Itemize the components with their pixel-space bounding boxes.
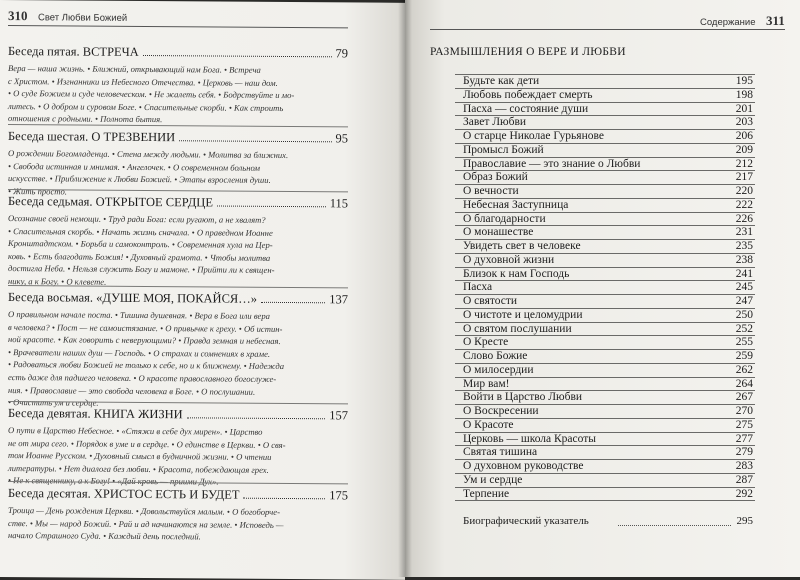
toc-row-title: Образ Божий bbox=[463, 171, 528, 184]
entry-page: 79 bbox=[335, 46, 348, 61]
summary-line: • Спасительная скорбь. • Начать жизнь сначала. • О праведном Иоанне bbox=[8, 225, 273, 238]
entry-title: Беседа седьмая. ОТКРЫТОЕ СЕРДЦЕ bbox=[8, 194, 213, 210]
section-title: РАЗМЫШЛЕНИЯ О ВЕРЕ И ЛЮБВИ bbox=[430, 46, 626, 58]
toc-row-page: 252 bbox=[735, 322, 753, 335]
summary-line: не от мира сего. • Порядок в уме и в сердце. • О единстве в Церкви. • О свя- bbox=[8, 437, 286, 450]
left-running-title: Свет Любви Божией bbox=[37, 12, 128, 24]
summary-line: • Свобода истинная и мнимая. • Ангелочек. • О современном больном bbox=[8, 160, 260, 173]
toc-row-title: Биографический указатель bbox=[463, 515, 589, 527]
right-page-number: 311 bbox=[765, 13, 785, 28]
toc-row-title: Войти в Царство Любви bbox=[463, 391, 583, 404]
entry-heading bbox=[8, 406, 348, 424]
entry-leader bbox=[217, 206, 326, 208]
summary-line: • О суде Божием и суде человеческом. • Не жалеть себя. • Бодрствуйте и мо- bbox=[8, 88, 295, 101]
toc-row-title: Пасха bbox=[463, 281, 493, 294]
summary-line: Троица — День рождения Церкви. • Довольствуйся малым. • О богоборче- bbox=[8, 505, 280, 517]
toc-row-page: 283 bbox=[735, 460, 753, 472]
toc-row-title: Будьте как дети bbox=[463, 75, 540, 87]
entry-page: 175 bbox=[329, 488, 348, 503]
left-header-rule bbox=[8, 25, 348, 28]
toc-row-title: О благодарности bbox=[463, 212, 546, 225]
toc-row-page: 255 bbox=[735, 336, 753, 349]
toc-row-title: Терпение bbox=[463, 487, 510, 500]
toc-row-title: Завет Любви bbox=[463, 116, 527, 129]
toc-row-page: 206 bbox=[735, 130, 753, 142]
toc-row-page: 203 bbox=[735, 116, 753, 129]
summary-line: • Врачеватели наших душ — Господь. • О страхах и сомнениях в храме. bbox=[8, 346, 271, 359]
toc-row-page: 209 bbox=[735, 143, 753, 156]
entry-leader bbox=[243, 498, 325, 500]
summary-line: ной красоте. • Как говорить с неверующими? • Правда земная и небесная. bbox=[8, 334, 281, 347]
summary-line: Вера — наша жизнь. • Ближний, открывающий нам Бога. • Встреча bbox=[8, 63, 261, 75]
summary-line: О правильном начале поста. • Тишина душевная. • Вера в Бога или вера bbox=[8, 309, 270, 321]
toc-row-page: 262 bbox=[735, 363, 753, 376]
toc-row-title: О святом послушании bbox=[463, 322, 572, 335]
toc-row-title: Церковь — школа Красоты bbox=[463, 432, 596, 445]
toc-row-page: 226 bbox=[735, 212, 753, 225]
right-running-title: Содержание bbox=[700, 17, 756, 28]
toc-row-title: О духовном руководстве bbox=[463, 460, 584, 472]
toc-row-page: 238 bbox=[735, 253, 753, 266]
toc-row-page: 259 bbox=[735, 350, 753, 362]
toc-row-leader bbox=[618, 525, 731, 526]
summary-line: нику, а к Богу. • О клевете. bbox=[8, 276, 107, 287]
summary-line: • Очистить ум и сердце. bbox=[8, 397, 99, 408]
summary-line: отношения с родными. • Полнота бытия. bbox=[8, 113, 163, 125]
toc-row-page: 247 bbox=[735, 295, 753, 307]
summary-line: литесь. • О добром и суровом Боге. • Спасительные скорби. • Как строить bbox=[8, 100, 284, 113]
entry-leader bbox=[179, 140, 331, 142]
summary-line: с Христом. • Изгнанники из Небесного Отечества. • Церковь — наш дом. bbox=[8, 75, 278, 88]
summary-line: есть даже для падшего человека. • О красоте православного богослуже- bbox=[8, 372, 277, 384]
entry-summary bbox=[8, 308, 348, 411]
toc-row-title: Мир вам! bbox=[463, 377, 510, 390]
toc-row-page: 292 bbox=[735, 487, 753, 500]
toc-row-title: Любовь побеждает смерть bbox=[463, 88, 593, 101]
toc-row-title: Небесная Заступница bbox=[463, 198, 569, 211]
toc-row-title: Увидеть свет в человеке bbox=[463, 240, 581, 252]
toc-row-title: О Красоте bbox=[463, 418, 514, 431]
toc-row-page: 222 bbox=[735, 198, 753, 211]
toc-row-page: 245 bbox=[735, 281, 753, 294]
entry-leader bbox=[143, 55, 332, 57]
entry-summary bbox=[8, 62, 348, 127]
summary-line: О пути в Царство Небесное. • «Стяжи в себе дух мирен». • Царство bbox=[8, 425, 263, 437]
toc-row-page: 220 bbox=[735, 185, 753, 197]
entry-page: 95 bbox=[335, 131, 348, 146]
toc-row-title: Святая тишина bbox=[463, 446, 538, 459]
toc-row-title: О святости bbox=[463, 295, 518, 307]
entry-leader bbox=[187, 417, 326, 419]
toc-row-page: 277 bbox=[735, 432, 753, 445]
toc-row-page: 241 bbox=[735, 267, 753, 280]
summary-line: О рождении Богомладенца. • Стена между людьми. • Молитва за ближних. bbox=[8, 148, 289, 161]
entry-page: 157 bbox=[329, 408, 348, 423]
entry-summary bbox=[8, 212, 348, 290]
toc-row-page: 275 bbox=[735, 418, 753, 431]
entry-heading bbox=[8, 44, 348, 62]
left-running-head bbox=[8, 7, 127, 26]
toc-row-title: О Кресте bbox=[463, 336, 509, 349]
toc-row-page: 287 bbox=[735, 473, 753, 486]
summary-line: Кронштадтском. • Борьба и самоконтроль. • Современная хула на Цер- bbox=[8, 238, 273, 251]
toc-row-page: 264 bbox=[735, 377, 753, 390]
toc-row-page: 231 bbox=[735, 226, 753, 239]
right-running-head bbox=[700, 12, 785, 30]
toc-row-page: 250 bbox=[735, 308, 753, 321]
toc-row-title: Пасха — состояние души bbox=[463, 102, 589, 115]
toc-entry bbox=[8, 290, 348, 411]
toc-row-page: 201 bbox=[735, 102, 753, 115]
summary-line: начало Страшного Суда. • Каждый день последний. bbox=[8, 530, 201, 542]
entry-heading bbox=[8, 129, 348, 147]
book-gutter bbox=[398, 0, 412, 577]
toc-row-page: 198 bbox=[735, 88, 753, 101]
summary-line: в человека? • Пост — не самоистязание. • О привычке к греху. • Об истин- bbox=[8, 321, 283, 334]
toc-row-page: 270 bbox=[735, 405, 753, 417]
entry-title: Беседа пятая. ВСТРЕЧА bbox=[8, 44, 139, 59]
summary-line: ния. • Православие — это свобода человека в Боге. • О послушании. bbox=[8, 384, 256, 397]
summary-line: • Жить просто. bbox=[8, 185, 67, 197]
summary-line: том Иоанне Русском. • Духовный смысл в будничной жизни. • О чтении bbox=[8, 450, 272, 463]
toc-row-title: Близок к нам Господь bbox=[463, 267, 570, 280]
entry-summary bbox=[8, 504, 348, 544]
toc-row-page: 217 bbox=[735, 171, 753, 184]
toc-entry bbox=[8, 406, 348, 489]
summary-line: стве. • Мы — народ Божий. • Рай и ад начинаются на земле. • Исповедь — bbox=[8, 517, 284, 530]
toc-entry bbox=[8, 44, 348, 127]
toc-entry bbox=[8, 194, 348, 290]
toc-row-title: О монашестве bbox=[463, 226, 534, 239]
right-header-rule bbox=[430, 29, 785, 30]
summary-line: Осознание своей немощи. • Труд ради Бога: если ругают, а не хвалят? bbox=[8, 213, 266, 225]
toc-row-title: Православие — это знание о Любви bbox=[463, 157, 641, 170]
toc-row-title: О чистоте и целомудрии bbox=[463, 308, 583, 321]
left-page-number: 310 bbox=[8, 8, 28, 24]
toc-row-title: О старце Николае Гурьянове bbox=[463, 130, 604, 142]
toc-row-page: 195 bbox=[735, 75, 753, 87]
toc-row-page: 267 bbox=[735, 391, 753, 404]
entry-title: Беседа шестая. О ТРЕЗВЕНИИ bbox=[8, 129, 176, 145]
toc-row-title: Промысл Божий bbox=[463, 143, 544, 156]
summary-line: искусстве. • Приближение к Любви Божией. • Этапы взросления души. bbox=[8, 173, 271, 186]
summary-line: литературы. • Нет диалога без любви. • Красота, побеждающая грех. bbox=[8, 462, 269, 475]
toc-row-title: О духовной жизни bbox=[463, 253, 555, 266]
toc-row-title: О Воскресении bbox=[463, 405, 539, 417]
entry-page: 115 bbox=[329, 196, 348, 211]
toc-row-title: Ум и сердце bbox=[463, 473, 523, 486]
toc-rule bbox=[455, 500, 755, 501]
summary-line: • Радоваться любви Божией не только к себе, но и к ближнему. • Надежда bbox=[8, 359, 285, 372]
summary-line: достигла Неба. • Нельзя служить Богу и мамоне. • Прийти ли к священ- bbox=[8, 263, 275, 276]
toc-row-page: 235 bbox=[735, 240, 753, 252]
toc-row-title: Слово Божие bbox=[463, 350, 528, 362]
summary-line: ковь. • Есть благодать Божия! • Духовный грамота. • Чтобы молитва bbox=[8, 250, 271, 263]
toc-entry bbox=[8, 486, 348, 544]
toc-row-title: О вечности bbox=[463, 185, 519, 197]
entry-summary bbox=[8, 424, 348, 489]
entry-title: Беседа восьмая. «ДУШЕ МОЯ, ПОКАЙСЯ…» bbox=[8, 290, 258, 306]
entry-leader bbox=[261, 302, 325, 303]
toc-row-page: 279 bbox=[735, 446, 753, 459]
summary-line: • Не к священнику, а к Богу! • «Дай кровь — приими Дух». bbox=[8, 475, 219, 487]
entry-heading bbox=[8, 194, 348, 212]
entry-title: Беседа десятая. ХРИСТОС ЕСТЬ И БУДЕТ bbox=[8, 486, 240, 502]
toc-row-page: 295 bbox=[736, 515, 753, 527]
toc-row-page: 212 bbox=[735, 157, 753, 170]
entry-title: Беседа девятая. КНИГА ЖИЗНИ bbox=[8, 406, 183, 422]
toc-row-biography bbox=[463, 515, 753, 531]
entry-heading bbox=[8, 290, 348, 308]
entry-page: 137 bbox=[329, 292, 348, 307]
entry-heading bbox=[8, 486, 348, 504]
toc-row-title: О милосердии bbox=[463, 363, 534, 376]
